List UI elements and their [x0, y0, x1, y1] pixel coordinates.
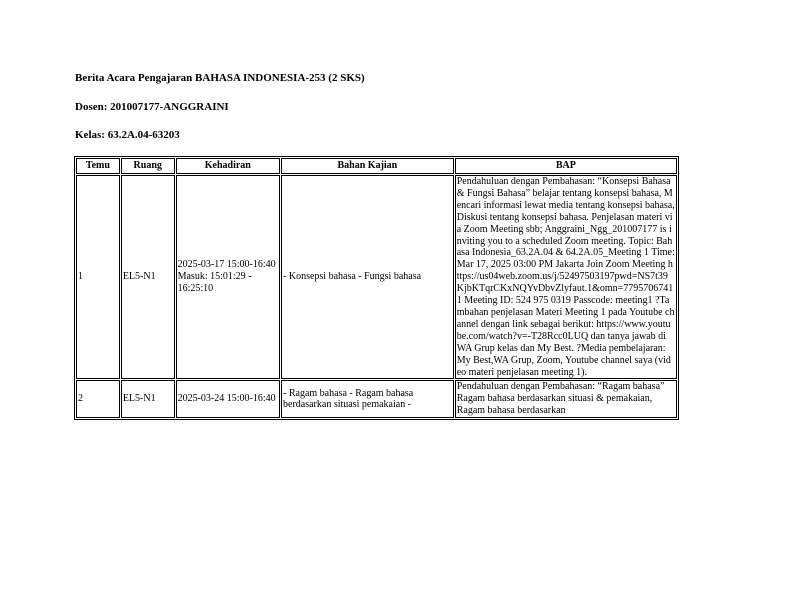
- lecturer-line: Dosen: 201007177-ANGGRAINI: [75, 101, 229, 113]
- cell-ruang: EL5-N1: [121, 175, 175, 379]
- document-title: Berita Acara Pengajaran BAHASA INDONESIA-253 (2 SKS): [75, 72, 365, 84]
- cell-kehadiran: [176, 175, 280, 379]
- bap-text: Pendahuluan dengan Pembahasan: “Ragam bahasa” Ragam bahasa berdasarkan situasi & pemakaian, Ragam bahasa berdasarkan: [456, 381, 665, 417]
- class-line: Kelas: 63.2A.04-63203: [75, 129, 180, 141]
- cell-ruang: EL5-N1: [121, 380, 175, 418]
- table-header-row: [76, 158, 677, 174]
- schedule-time: 2025-03-17 15:00-16:40: [177, 259, 276, 271]
- bap-table: [74, 156, 679, 420]
- cell-bahan-kajian: - Konsepsi bahasa - Fungsi bahasa: [281, 175, 454, 379]
- table-row: [76, 380, 677, 418]
- attendance-time: Masuk: 15:01:29 - 16:25:10: [177, 271, 252, 295]
- cell-temu: 2: [76, 380, 120, 418]
- table-row: [76, 175, 677, 379]
- column-header-bap: BAP: [455, 158, 677, 174]
- column-header-kehadiran: Kehadiran: [176, 158, 280, 174]
- cell-kehadiran: 2025-03-24 15:00-16:40: [176, 380, 280, 418]
- column-header-bahan-kajian: Bahan Kajian: [281, 158, 454, 174]
- cell-temu: 1: [76, 175, 120, 379]
- cell-bahan-kajian: - Ragam bahasa - Ragam bahasa berdasarkan situasi pemakaian -: [281, 380, 454, 418]
- column-header-temu: Temu: [76, 158, 120, 174]
- column-header-ruang: Ruang: [121, 158, 175, 174]
- cell-bap: Pendahuluan dengan Pembahasan: “Konsepsi Bahasa & Fungsi Bahasa” belajar tentang konsepsi bahasa, Mencari informasi lewat media tentang konsepsi bahasa,Diskusi tentang konsepsi bahasa. Penjelasan materi via Zoom Meeting sbb; Anggraini_Ngg_201007177 is inviting you to a scheduled Zoom meeting. Topic: Bahasa Indonesia_63.2A.04 & 64.2A.05_Meeting 1 Time: Mar 17, 2025 03:00 PM Jakarta Join Zoom Meeting https://us04web.zoom.us/j/52497503197pwd=NS7t39KjbKTqrCKxNQYvDbvZlyfaut.1&omn=77957067411 Meeting ID: 524 975 0319 Passcode: meeting1 ?Tambahan penjelasan Materi Meeting 1 pada Youtube channel dengan link sebagai berikut: https://www.youtube.com/watch?v=-T28Rcc0LUQ dan tanya jawab di WA Grup kelas dan My Best. ?Media pembelajaran: My Best,WA Grup, Zoom, Youtube channel saya (video materi penjelasan meeting 1).: [455, 175, 677, 379]
- cell-bap: [455, 380, 677, 418]
